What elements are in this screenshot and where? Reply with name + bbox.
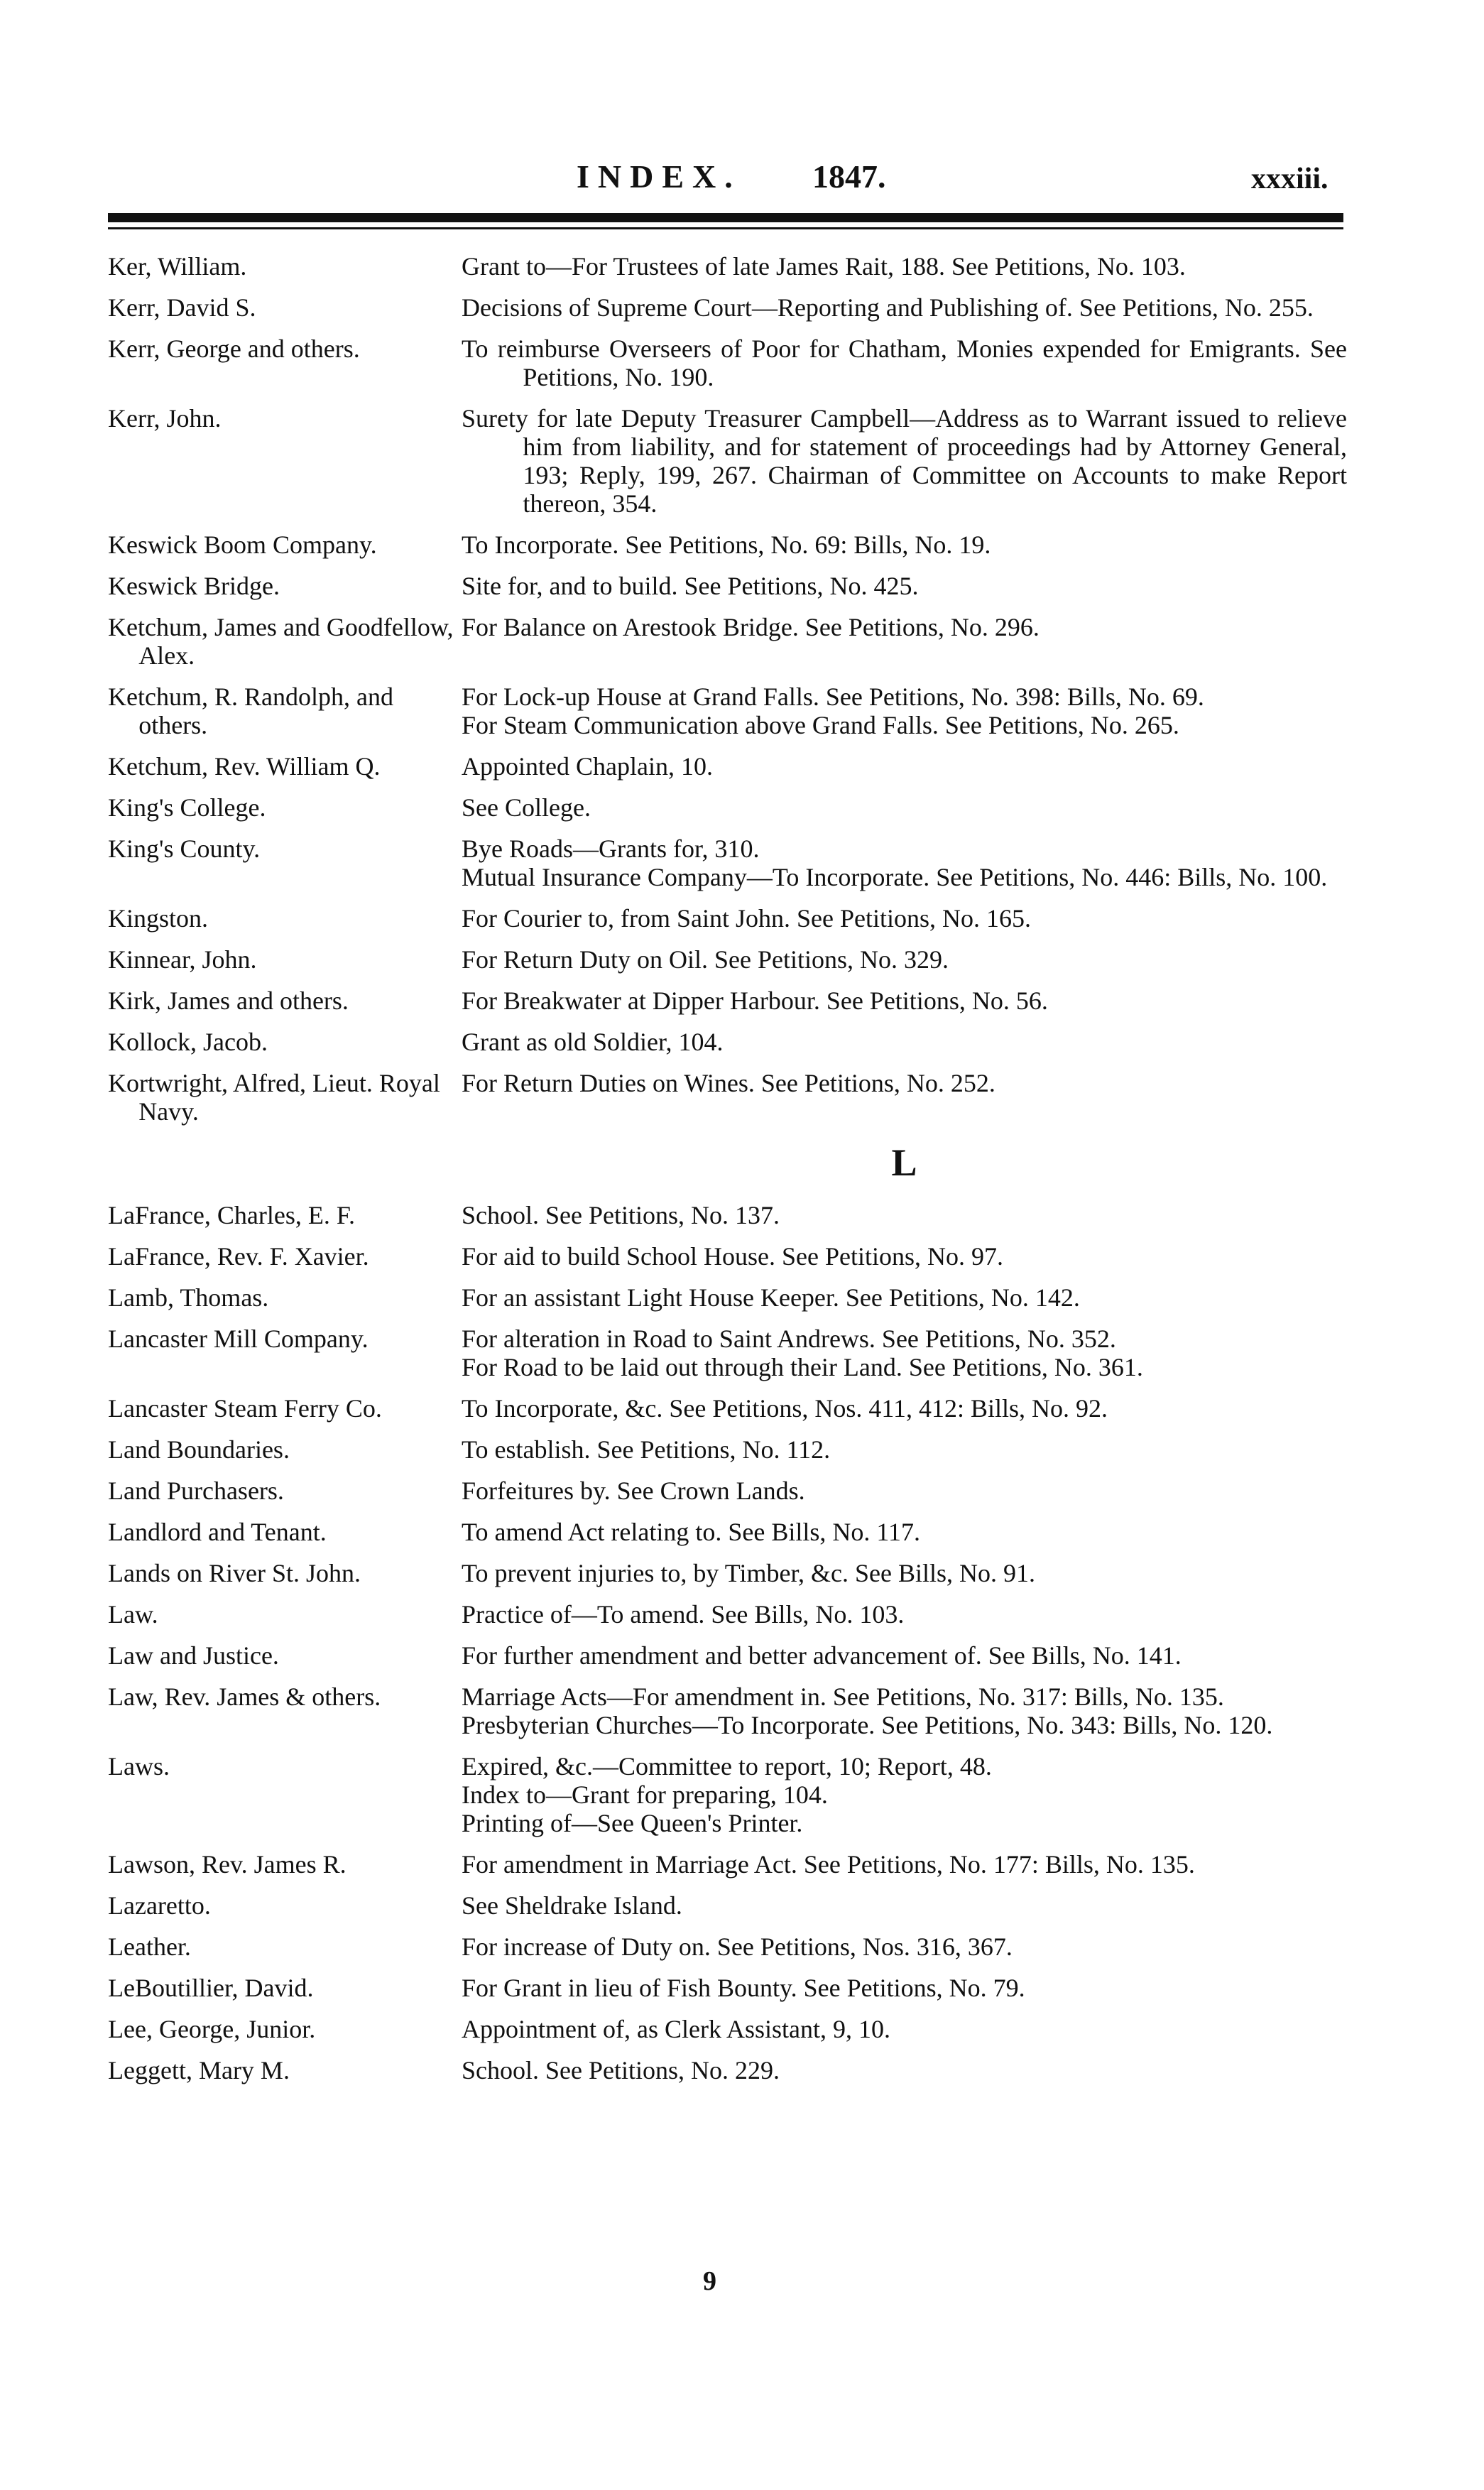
index-entry (108, 1559, 1347, 1587)
index-entry (108, 904, 1347, 933)
entry-description (462, 1932, 1347, 1961)
entry-description (462, 293, 1347, 322)
entry-name: Kirk, James and others. (108, 986, 349, 1015)
entry-description (462, 531, 1347, 559)
entry-description (462, 1477, 1347, 1505)
entry-description (462, 572, 1347, 600)
entry-name: Lamb, Thomas. (108, 1283, 269, 1312)
entry-name: Ker, William. (108, 252, 247, 281)
entry-description (462, 1242, 1347, 1271)
entry-description (462, 1394, 1347, 1423)
entry-name: Kollock, Jacob. (108, 1028, 268, 1056)
entry-line: For Lock-up House at Grand Falls. See Petitions, No. 398: Bills, No. 69. (462, 683, 1204, 711)
index-entry (108, 1641, 1347, 1670)
entry-name: LaFrance, Charles, E. F. (108, 1201, 356, 1229)
entry-name: Law and Justice. (108, 1641, 279, 1670)
entry-line: Forfeitures by. See Crown Lands. (462, 1477, 805, 1505)
index-entry (108, 404, 1347, 518)
entry-description (462, 1682, 1347, 1739)
entry-line: For alteration in Road to Saint Andrews. See Petitions, No. 352. (462, 1325, 1116, 1353)
entry-line: Appointed Chaplain, 10. (462, 752, 713, 781)
header-rule-thick (108, 213, 1343, 222)
entry-name: King's County. (108, 834, 261, 863)
index-entry (108, 1752, 1347, 1837)
entry-line: Index to—Grant for preparing, 104. (462, 1780, 828, 1809)
entry-name: Kingston. (108, 904, 209, 933)
entry-description (462, 1028, 1347, 1056)
header-rule-thin (108, 227, 1343, 229)
entry-description (462, 834, 1347, 891)
entry-name: Laws. (108, 1752, 170, 1780)
entry-name: Lancaster Steam Ferry Co. (108, 1394, 382, 1423)
entry-line: To reimburse Overseers of Poor for Chatham, Monies expended for Emigrants. See Petitions, No. 190. (462, 335, 1347, 391)
entry-name: LaFrance, Rev. F. Xavier. (108, 1242, 369, 1271)
entry-name: Keswick Bridge. (108, 572, 280, 600)
header-page-number: xxxiii. (1251, 163, 1328, 195)
index-entry (108, 945, 1347, 974)
entry-name: Ketchum, Rev. William Q. (108, 752, 381, 781)
entry-line: For further amendment and better advancement of. See Bills, No. 141. (462, 1641, 1182, 1670)
entry-name: Kerr, John. (108, 404, 222, 433)
entry-name: Kortwright, Alfred, Lieut. Royal Navy. (108, 1069, 440, 1126)
entry-name: Leather. (108, 1932, 191, 1961)
entry-description (462, 1559, 1347, 1587)
entry-line: Appointment of, as Clerk Assistant, 9, 10. (462, 2015, 890, 2043)
entry-line: For increase of Duty on. See Petitions, Nos. 316, 367. (462, 1932, 1013, 1961)
entry-line: See College. (462, 793, 591, 822)
entry-name: Ketchum, James and Goodfellow, Alex. (108, 613, 454, 670)
entry-name: Lawson, Rev. James R. (108, 1850, 347, 1879)
entry-description (462, 1752, 1347, 1837)
entry-line: Presbyterian Churches—To Incorporate. See Petitions, No. 343: Bills, No. 120. (462, 1711, 1273, 1739)
index-entry (108, 1435, 1347, 1464)
entry-line: For Grant in lieu of Fish Bounty. See Petitions, No. 79. (462, 1974, 1025, 2002)
entry-name: Law, Rev. James & others. (108, 1682, 381, 1711)
entry-name: Lee, George, Junior. (108, 2015, 316, 2043)
index-group-k (108, 252, 1347, 1126)
entry-description (462, 683, 1347, 739)
entry-description (462, 1600, 1347, 1629)
entry-description (462, 1641, 1347, 1670)
index-entry (108, 1242, 1347, 1271)
entry-line: For Courier to, from Saint John. See Petitions, No. 165. (462, 904, 1031, 933)
section-letter-heading: L (891, 1141, 917, 1184)
entry-name: Lands on River St. John. (108, 1559, 361, 1587)
entry-description (462, 613, 1347, 641)
entry-description (462, 2056, 1347, 2084)
entry-line: Mutual Insurance Company—To Incorporate. See Petitions, No. 446: Bills, No. 100. (462, 863, 1328, 891)
entry-line: To Incorporate. See Petitions, No. 69: Bills, No. 19. (462, 531, 991, 559)
entry-line: Grant to—For Trustees of late James Rait, 188. See Petitions, No. 103. (462, 252, 1186, 281)
running-header (0, 158, 1484, 200)
entry-line: For Breakwater at Dipper Harbour. See Petitions, No. 56. (462, 986, 1048, 1015)
index-entry (108, 1600, 1347, 1629)
entry-description (462, 1518, 1347, 1546)
entry-name: Landlord and Tenant. (108, 1518, 327, 1546)
entry-description (462, 1891, 1347, 1920)
entry-description (462, 1974, 1347, 2002)
header-year: 1847. (812, 158, 886, 195)
entry-description (462, 945, 1347, 974)
entry-description (462, 1325, 1347, 1381)
index-entry (108, 1477, 1347, 1505)
entry-name: Land Boundaries. (108, 1435, 290, 1464)
entry-description (462, 1850, 1347, 1879)
entry-line: Marriage Acts—For amendment in. See Petitions, No. 317: Bills, No. 135. (462, 1682, 1224, 1711)
entry-line: To Incorporate, &c. See Petitions, Nos. 411, 412: Bills, No. 92. (462, 1394, 1108, 1423)
index-entry (108, 1283, 1347, 1312)
entry-description (462, 2015, 1347, 2043)
index-entry (108, 834, 1347, 891)
entry-line: To establish. See Petitions, No. 112. (462, 1435, 831, 1464)
entry-line: For Return Duty on Oil. See Petitions, No. 329. (462, 945, 949, 974)
index-entry (108, 1974, 1347, 2002)
entry-line: For Return Duties on Wines. See Petitions, No. 252. (462, 1069, 995, 1097)
page-folio: 9 (703, 2266, 716, 2296)
index-entry (108, 1201, 1347, 1229)
entry-name: LeBoutillier, David. (108, 1974, 314, 2002)
entry-line: Printing of—See Queen's Printer. (462, 1809, 803, 1837)
entry-line: Practice of—To amend. See Bills, No. 103. (462, 1600, 905, 1629)
index-entry (108, 683, 1347, 739)
entry-name: Land Purchasers. (108, 1477, 284, 1505)
index-entry (108, 1850, 1347, 1879)
index-entry (108, 572, 1347, 600)
entry-line: For an assistant Light House Keeper. See Petitions, No. 142. (462, 1283, 1080, 1312)
index-entry (108, 1394, 1347, 1423)
header-title: INDEX. (577, 158, 741, 195)
entry-line: For aid to build School House. See Petitions, No. 97. (462, 1242, 1003, 1271)
entry-line: School. See Petitions, No. 137. (462, 1201, 780, 1229)
entry-line: Bye Roads—Grants for, 310. (462, 834, 760, 863)
entry-line: For Balance on Arestook Bridge. See Petitions, No. 296. (462, 613, 1040, 641)
index-entry (108, 1028, 1347, 1056)
index-entries (108, 252, 1347, 2097)
entry-description (462, 252, 1347, 281)
entry-description (462, 904, 1347, 933)
entry-name: Kerr, David S. (108, 293, 256, 322)
entry-line: To amend Act relating to. See Bills, No. 117. (462, 1518, 921, 1546)
index-entry (108, 986, 1347, 1015)
entry-name: Kinnear, John. (108, 945, 257, 974)
index-entry (108, 613, 1347, 670)
entry-line: Expired, &c.—Committee to report, 10; Report, 48. (462, 1752, 992, 1780)
entry-description (462, 793, 1347, 822)
entry-name: Leggett, Mary M. (108, 2056, 290, 2084)
entry-name: Lancaster Mill Company. (108, 1325, 369, 1353)
entry-name: Lazaretto. (108, 1891, 211, 1920)
entry-line: Surety for late Deputy Treasurer Campbell—Address as to Warrant issued to relieve him from liability, and for statement of proceedings had by Attorney General, 193; Reply, 199, 267. Chairman of Committee on Accounts to make Report thereon, 354. (462, 404, 1347, 518)
entry-description (462, 335, 1347, 391)
entry-name: King's College. (108, 793, 266, 822)
entry-name: Ketchum, R. Randolph, and others. (108, 683, 393, 739)
entry-description (462, 986, 1347, 1015)
entry-description (462, 1283, 1347, 1312)
entry-description (462, 404, 1347, 518)
entry-name: Kerr, George and others. (108, 335, 360, 363)
entry-line: Site for, and to build. See Petitions, No. 425. (462, 572, 919, 600)
entry-line: For Road to be laid out through their Land. See Petitions, No. 361. (462, 1353, 1143, 1381)
index-entry (108, 2015, 1347, 2043)
entry-description (462, 752, 1347, 781)
index-entry (108, 1325, 1347, 1381)
index-group-l (108, 1201, 1347, 2084)
entry-line: School. See Petitions, No. 229. (462, 2056, 780, 2084)
index-entry (108, 2056, 1347, 2084)
entry-description (462, 1201, 1347, 1229)
entry-line: Decisions of Supreme Court—Reporting and Publishing of. See Petitions, No. 255. (462, 293, 1314, 322)
index-entry (108, 1891, 1347, 1920)
entry-name: Keswick Boom Company. (108, 531, 377, 559)
index-entry (108, 252, 1347, 281)
entry-line: Grant as old Soldier, 104. (462, 1028, 724, 1056)
entry-line: To prevent injuries to, by Timber, &c. See Bills, No. 91. (462, 1559, 1035, 1587)
entry-description (462, 1435, 1347, 1464)
entry-line: See Sheldrake Island. (462, 1891, 682, 1920)
entry-line: For amendment in Marriage Act. See Petitions, No. 177: Bills, No. 135. (462, 1850, 1195, 1879)
index-entry (108, 1682, 1347, 1739)
index-entry (108, 1518, 1347, 1546)
entry-description (462, 1069, 1347, 1097)
entry-name: Law. (108, 1600, 158, 1629)
index-entry (108, 793, 1347, 822)
index-entry (108, 752, 1347, 781)
index-entry (108, 293, 1347, 322)
index-entry (108, 1932, 1347, 1961)
index-entry (108, 335, 1347, 391)
index-entry (108, 531, 1347, 559)
index-entry (108, 1069, 1347, 1126)
entry-line: For Steam Communication above Grand Falls. See Petitions, No. 265. (462, 711, 1179, 739)
